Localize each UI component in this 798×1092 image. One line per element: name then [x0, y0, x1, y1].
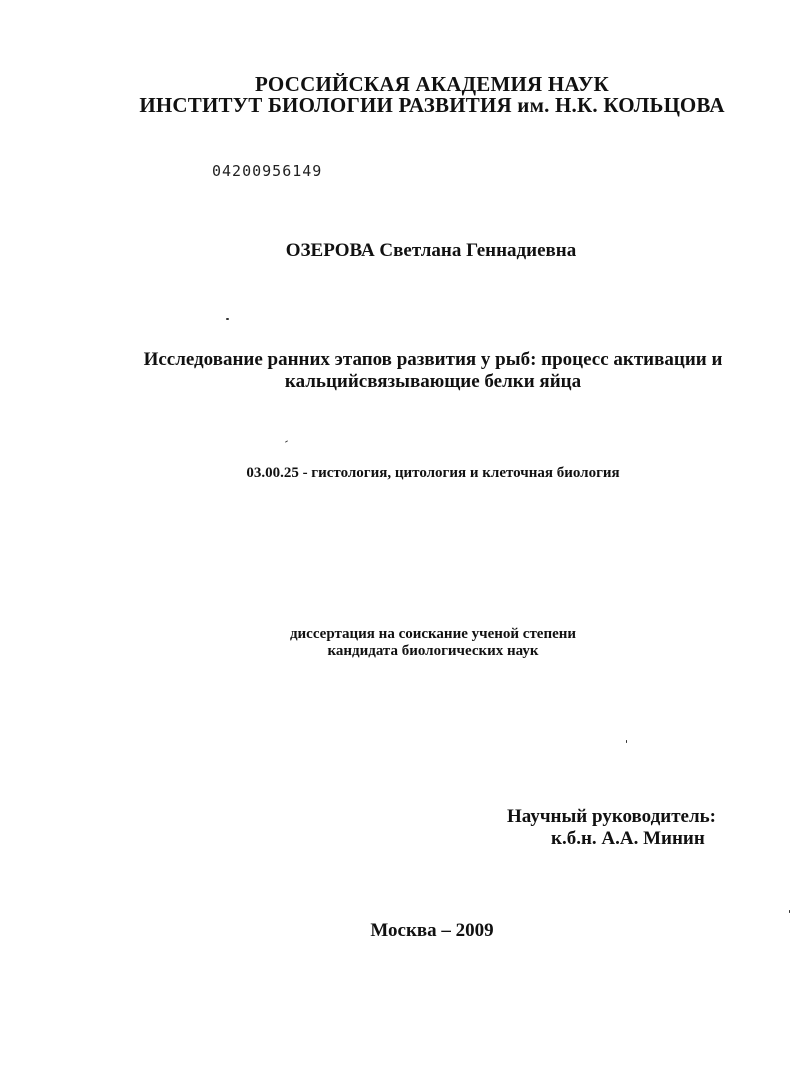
supervisor-name: к.б.н. А.А. Минин	[551, 828, 705, 849]
degree-line-2: кандидата биологических наук	[327, 643, 539, 659]
specialty-code: 03.00.25 - гистология, цитология и клеточная биология	[246, 465, 620, 481]
thesis-title-line-1: Исследование ранних этапов развития у рыб: процесс активации и	[143, 349, 723, 370]
supervisor-label: Научный руководитель:	[507, 806, 716, 827]
scan-speck	[285, 440, 288, 442]
degree-line-1: диссертация на соискание ученой степени	[289, 626, 577, 642]
academy-heading: РОССИЙСКАЯ АКАДЕМИЯ НАУК	[255, 72, 609, 96]
author-name: ОЗЕРОВА Светлана Геннадиевна	[285, 240, 577, 261]
scan-speck	[626, 740, 627, 743]
scan-speck	[789, 910, 790, 913]
scan-speck	[226, 318, 229, 320]
institute-heading: ИНСТИТУТ БИОЛОГИИ РАЗВИТИЯ им. Н.К. КОЛЬЦОВА	[139, 93, 725, 117]
archive-code: 04200956149	[212, 162, 323, 180]
thesis-title-line-2: кальцийсвязывающие белки яйца	[284, 371, 582, 392]
city-year: Москва – 2009	[370, 920, 494, 941]
